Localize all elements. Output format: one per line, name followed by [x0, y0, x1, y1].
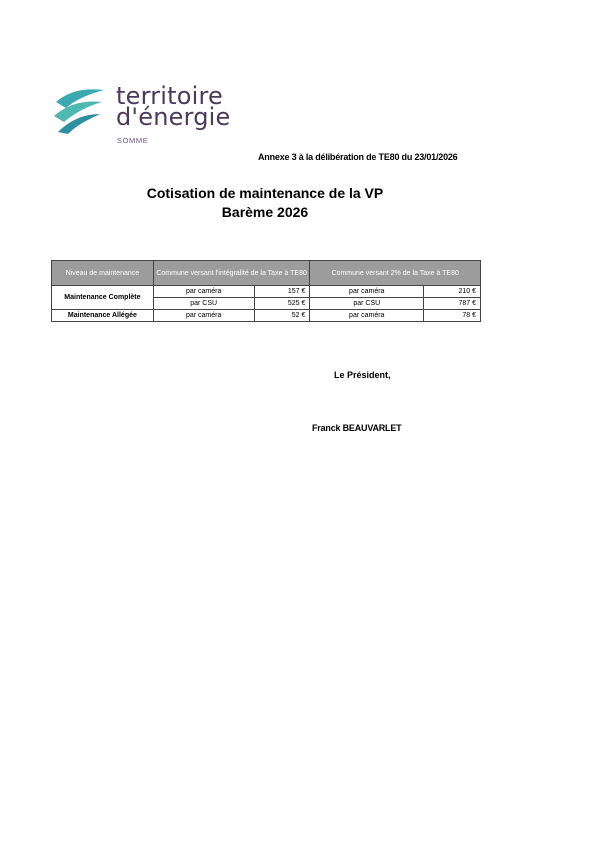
brand-line-2: d'énergie [116, 103, 231, 131]
price-cell: 787 € [424, 298, 481, 310]
header-integralite: Commune versant l'intégralité de la Taxe à TE80 [153, 261, 310, 286]
unit-cell: par CSU [310, 298, 424, 310]
unit-cell: par caméra [310, 286, 424, 298]
signatory-name: Franck BEAUVARLET [312, 423, 402, 433]
table-row [52, 310, 481, 322]
brand-line-1: territoire [116, 82, 224, 110]
brand-line-3: SOMME [117, 136, 149, 145]
logo-wave-icon [52, 86, 108, 136]
tariff-table [51, 260, 481, 322]
unit-cell: par caméra [153, 310, 254, 322]
annexe-reference: Annexe 3 à la délibération de TE80 du 23/01/2026 [258, 152, 458, 162]
level-cell: Maintenance Complète [52, 286, 154, 310]
price-cell: 525 € [254, 298, 310, 310]
page-subtitle: Barème 2026 [221, 204, 309, 220]
table-row [52, 286, 481, 298]
table-header-row [52, 261, 481, 286]
level-cell: Maintenance Allégée [52, 310, 154, 322]
signatory-role: Le Président, [334, 370, 391, 380]
unit-cell: par CSU [153, 298, 254, 310]
price-cell: 52 € [254, 310, 310, 322]
header-niveau: Niveau de maintenance [52, 261, 154, 286]
unit-cell: par caméra [310, 310, 424, 322]
header-deux-pct: Commune versant 2% de la Taxe à TE80 [310, 261, 481, 286]
logo [52, 84, 242, 146]
price-cell: 157 € [254, 286, 310, 298]
unit-cell: par caméra [153, 286, 254, 298]
price-cell: 78 € [424, 310, 481, 322]
page-title: Cotisation de maintenance de la VP [146, 185, 384, 201]
price-cell: 210 € [424, 286, 481, 298]
